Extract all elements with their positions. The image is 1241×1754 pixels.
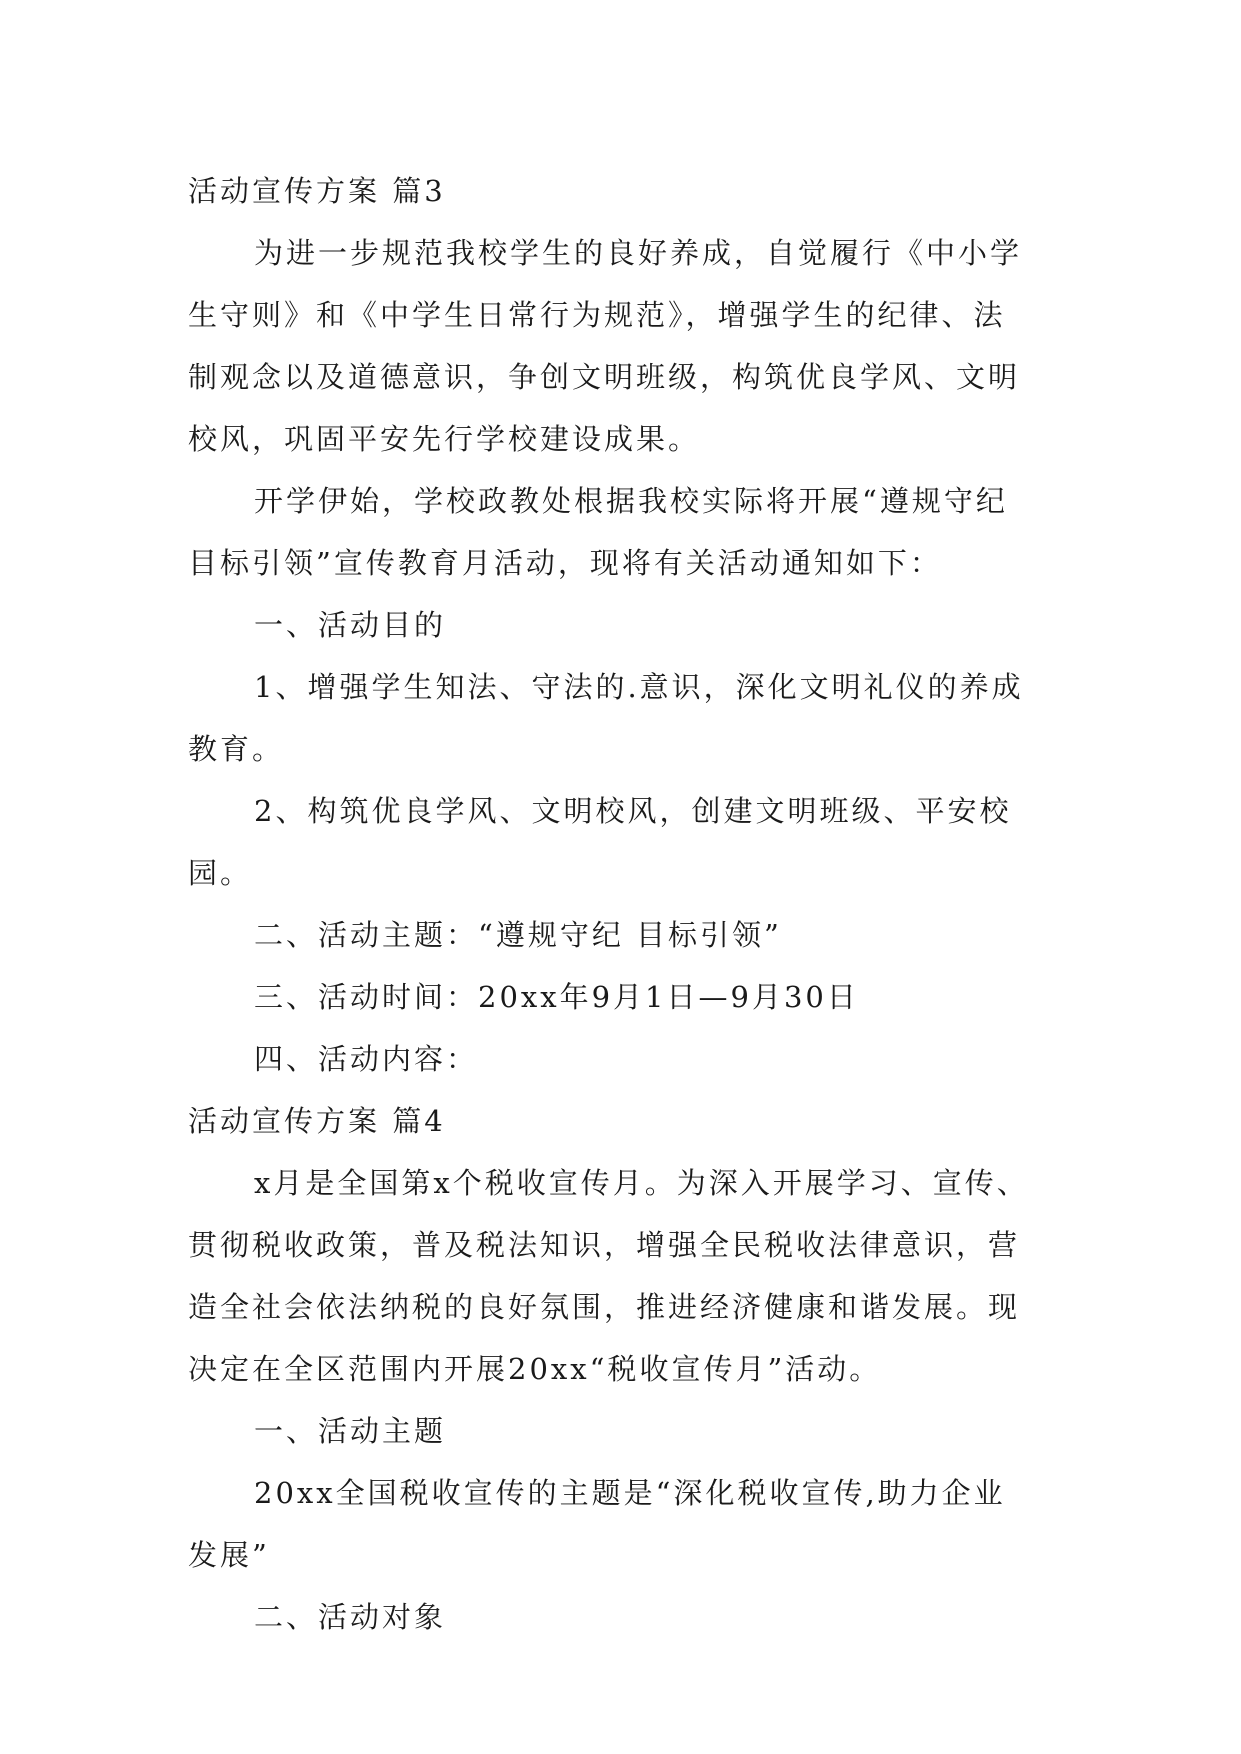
paragraph-line: 校风，巩固平安先行学校建设成果。 <box>188 422 701 456</box>
paragraph-line: 发展” <box>188 1538 270 1572</box>
subheading: 一、活动目的 <box>254 608 447 642</box>
paragraph-line: 贯彻税收政策，普及税法知识，增强全民税收法律意识，营 <box>188 1228 1021 1262</box>
subheading: 四、活动内容： <box>254 1042 479 1076</box>
paragraph-line: 生守则》和《中学生日常行为规范》，增强学生的纪律、法 <box>188 298 1006 332</box>
section-heading: 活动宣传方案 篇3 <box>188 174 446 208</box>
paragraph-line: 2、构筑优良学风、文明校风，创建文明班级、平安校 <box>254 794 1012 828</box>
paragraph-line: 教育。 <box>188 732 285 766</box>
paragraph-line: 造全社会依法纳税的良好氛围，推进经济健康和谐发展。现 <box>188 1290 1021 1324</box>
paragraph-line: 20xx全国税收宣传的主题是“深化税收宣传,助力企业 <box>254 1476 1006 1510</box>
paragraph-line: 决定在全区范围内开展20xx“税收宣传月”活动。 <box>188 1352 882 1386</box>
subheading: 二、活动主题：“遵规守纪 目标引领” <box>254 918 782 952</box>
paragraph-line: 目标引领”宣传教育月活动，现将有关活动通知如下： <box>188 546 942 580</box>
document-body <box>188 160 1048 1648</box>
paragraph-line: 为进一步规范我校学生的良好养成，自觉履行《中小学 <box>254 236 1023 270</box>
paragraph-line: 1、增强学生知法、守法的.意识，深化文明礼仪的养成 <box>254 670 1024 704</box>
paragraph-line: 园。 <box>188 856 253 890</box>
paragraph-line: x月是全国第x个税收宣传月。为深入开展学习、宣传、 <box>254 1166 1029 1200</box>
section-heading: 活动宣传方案 篇4 <box>188 1104 446 1138</box>
paragraph-line: 制观念以及道德意识，争创文明班级，构筑优良学风、文明 <box>188 360 1021 394</box>
subheading: 三、活动时间：20xx年9月1日—9月30日 <box>254 980 859 1014</box>
paragraph-line: 开学伊始，学校政教处根据我校实际将开展“遵规守纪 <box>254 484 1008 518</box>
subheading: 二、活动对象 <box>254 1600 447 1634</box>
subheading: 一、活动主题 <box>254 1414 447 1448</box>
